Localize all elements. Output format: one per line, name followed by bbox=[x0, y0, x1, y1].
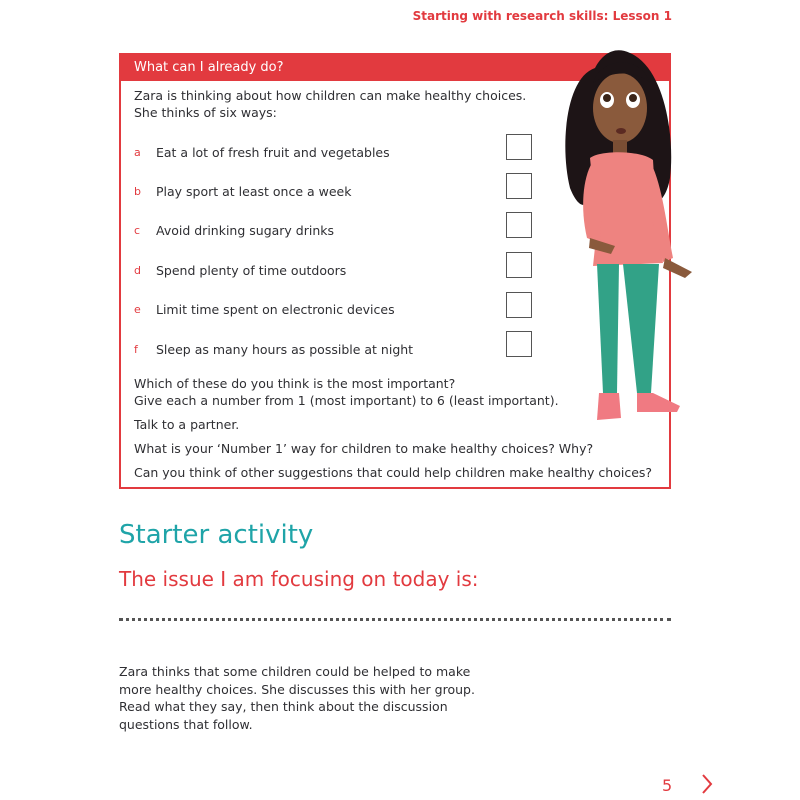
starter-activity-heading: Starter activity bbox=[119, 520, 314, 550]
item-letter: f bbox=[134, 343, 138, 356]
zara-illustration bbox=[545, 38, 705, 428]
list-item bbox=[134, 218, 534, 246]
question-line: Can you think of other suggestions that could help children make healthy choices? bbox=[134, 465, 653, 480]
question-line: Give each a number from 1 (most important) to 6 (least important). bbox=[134, 393, 559, 408]
question-line: Which of these do you think is the most important? bbox=[134, 376, 456, 391]
box-title: What can I already do? bbox=[121, 55, 669, 81]
starter-paragraph bbox=[119, 663, 479, 733]
answer-line[interactable] bbox=[119, 618, 671, 621]
question-line: Talk to a partner. bbox=[134, 417, 240, 432]
list-item bbox=[134, 297, 534, 325]
page-number: 5 bbox=[662, 776, 673, 795]
item-text: Eat a lot of fresh fruit and vegetables bbox=[156, 145, 390, 160]
item-letter: c bbox=[134, 224, 141, 237]
item-text: Avoid drinking sugary drinks bbox=[156, 223, 335, 238]
chevron-right-icon[interactable] bbox=[700, 773, 714, 795]
item-letter: b bbox=[134, 185, 141, 198]
item-text: Play sport at least once a week bbox=[156, 184, 352, 199]
item-text: Limit time spent on electronic devices bbox=[156, 302, 395, 317]
item-letter: e bbox=[134, 303, 141, 316]
item-checkbox[interactable] bbox=[506, 173, 532, 199]
intro-line: She thinks of six ways: bbox=[134, 105, 277, 120]
item-text: Spend plenty of time outdoors bbox=[156, 263, 347, 278]
item-letter: d bbox=[134, 264, 141, 277]
item-text: Sleep as many hours as possible at night bbox=[156, 342, 414, 357]
item-checkbox[interactable] bbox=[506, 331, 532, 357]
paragraph-line: Read what they say, then think about the discussion bbox=[119, 699, 448, 714]
issue-heading: The issue I am focusing on today is: bbox=[119, 567, 479, 591]
list-item bbox=[134, 337, 534, 365]
item-checkbox[interactable] bbox=[506, 212, 532, 238]
item-checkbox[interactable] bbox=[506, 292, 532, 318]
intro-line: Zara is thinking about how children can make healthy choices. bbox=[134, 88, 527, 103]
paragraph-line: Zara thinks that some children could be helped to make bbox=[119, 664, 471, 679]
item-checkbox[interactable] bbox=[506, 252, 532, 278]
paragraph-line: questions that follow. bbox=[119, 716, 253, 732]
question-line: What is your ‘Number 1’ way for children to make healthy choices? Why? bbox=[134, 441, 594, 456]
item-letter: a bbox=[134, 146, 141, 159]
list-item bbox=[134, 179, 534, 207]
list-item bbox=[134, 258, 534, 286]
paragraph-line: more healthy choices. She discusses this with her group. bbox=[119, 681, 475, 697]
list-item bbox=[134, 140, 534, 168]
item-checkbox[interactable] bbox=[506, 134, 532, 160]
box-intro bbox=[134, 87, 526, 121]
lesson-label: Starting with research skills: Lesson 1 bbox=[412, 9, 672, 23]
